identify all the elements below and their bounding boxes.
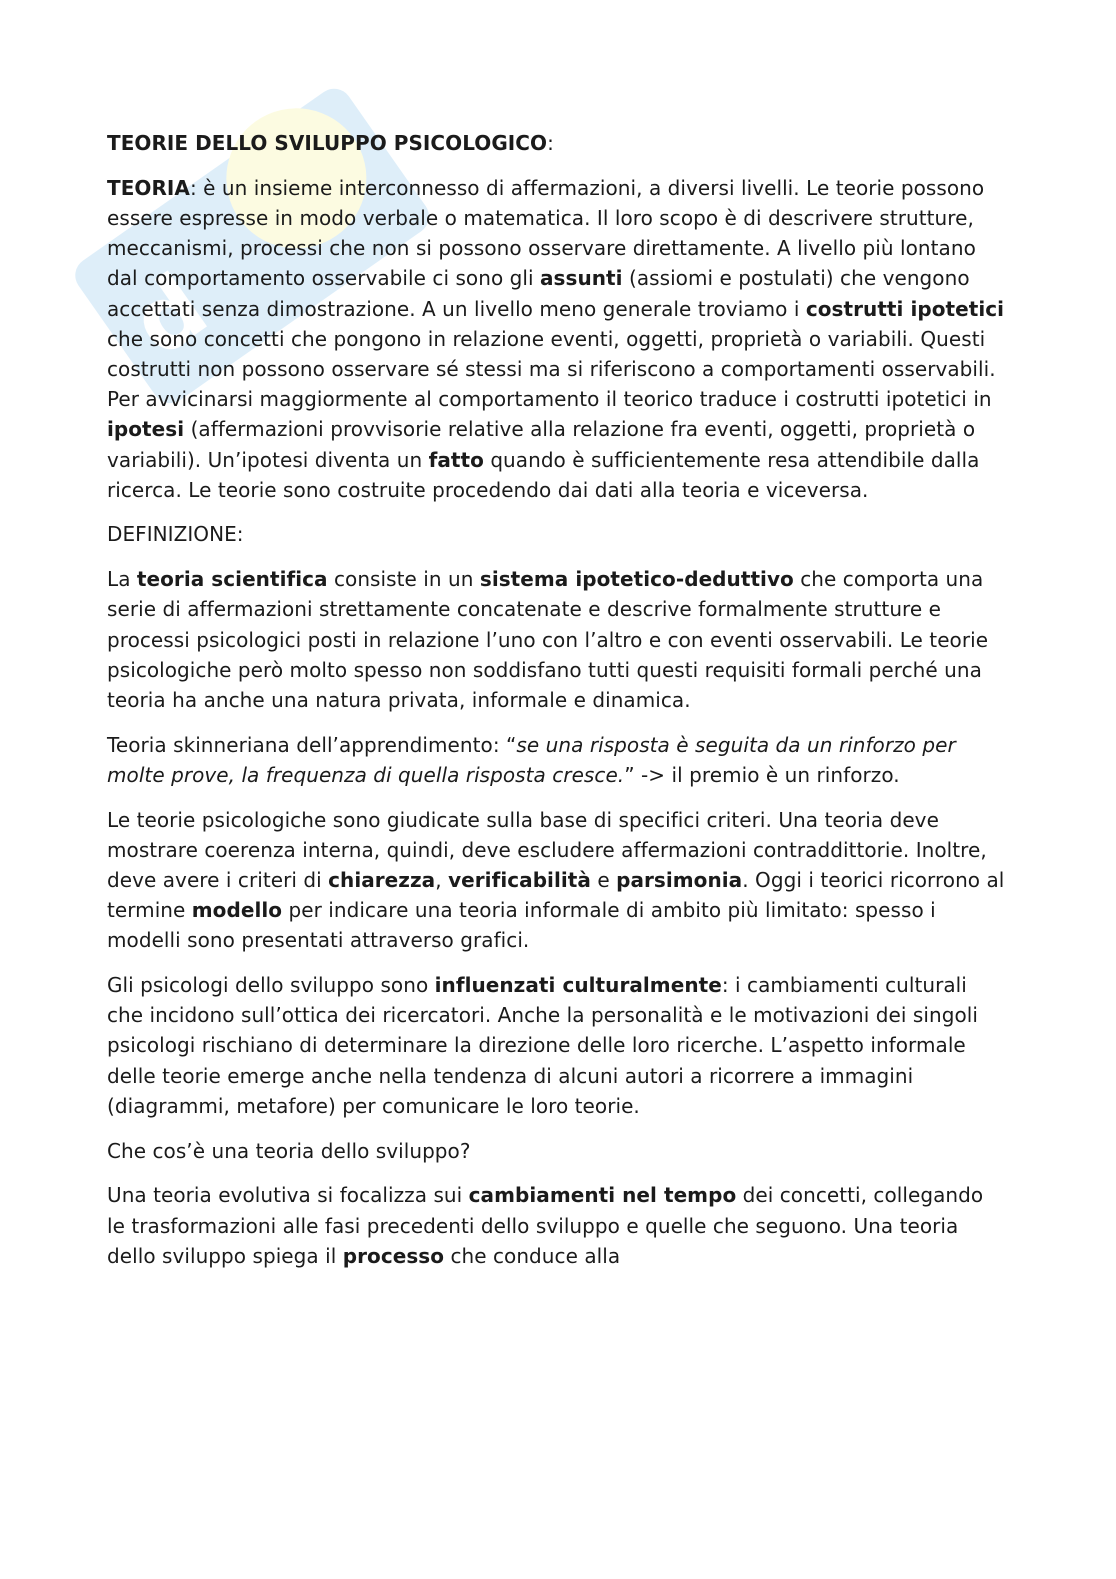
paragraph-skinner: Teoria skinneriana dell’apprendimento: “se una risposta è seguita da un rinforzo per molte prove, la frequenza di quella risposta cresce.” -> il premio è un rinforzo. (107, 732, 956, 787)
paragraph-criteri: Le teorie psicologiche sono giudicate sulla base di specifici criteri. Una teoria deve mostrare coerenza interna, quindi, deve escludere affermazioni contraddittorie. Inoltre, deve avere i criteri di chiarezza, verificabilità e parsimonia. Oggi i teorici ricorrono al termine modello per indicare una teoria informale di ambito più limitato: spesso i modelli sono presentati attraverso grafici. (107, 807, 1005, 953)
paragraph-definizione-heading: DEFINIZIONE: (107, 522, 244, 547)
document-page (107, 128, 1007, 1285)
paragraph-domanda: Che cos’è una teoria dello sviluppo? (107, 1138, 471, 1163)
svg-text:d: d (112, 254, 226, 377)
paragraph-teoria-scientifica: La teoria scientifica consiste in un sistema ipotetico-deduttivo che comporta una serie di affermazioni strettamente concatenate e descrive formalmente strutture e processi psicologici posti in relazione l’uno con l’altro e con eventi osservabili. Le teorie psicologiche però molto spesso non soddisfano tutti questi requisiti formali perché una teoria ha anche una natura privata, informale e dinamica. (107, 567, 989, 712)
paragraph-teoria: TEORIA: è un insieme interconnesso di affermazioni, a diversi livelli. Le teorie possono essere espresse in modo verbale o matematica. Il loro scopo è di descrivere strutture, meccanismi, processi che non si possono osservare direttamente. A livello più lontano dal comportamento osservabile ci sono gli assunti (assiomi e postulati) che vengono accettati senza dimostrazione. A un livello meno generale troviamo i costrutti ipotetici che sono concetti che pongono in relazione eventi, oggetti, proprietà o variabili. Questi costrutti non possono osservare sé stessi ma si riferiscono a comportamenti osservabili. Per avvicinarsi maggiormente al comportamento il teorico traduce i costrutti ipotetici in ipotesi (affermazioni provvisorie relative alla relazione fra eventi, oggetti, proprietà o variabili). Un’ipotesi diventa un fatto quando è sufficientemente resa attendibile dalla ricerca. Le teorie sono costruite procedendo dai dati alla teoria e viceversa. (107, 175, 1005, 502)
paragraph-teoria-evolutiva: Una teoria evolutiva si focalizza sui cambiamenti nel tempo dei concetti, collegando le trasformazioni alle fasi precedenti dello sviluppo e quelle che seguono. Una teoria dello sviluppo spiega il processo che conduce alla (107, 1183, 984, 1268)
paragraph-influenze-culturali: Gli psicologi dello sviluppo sono influenzati culturalmente: i cambiamenti culturali che incidono sull’ottica dei ricercatori. Anche la personalità e le motivazioni dei singoli psicologi rischiano di determinare la direzione delle loro ricerche. L’aspetto informale delle teorie emerge anche nella tendenza di alcuni autori a ricorrere a immagini (diagrammi, metafore) per comunicare le loro teorie. (107, 973, 978, 1118)
document-title: TEORIE DELLO SVILUPPO PSICOLOGICO: (107, 131, 554, 155)
